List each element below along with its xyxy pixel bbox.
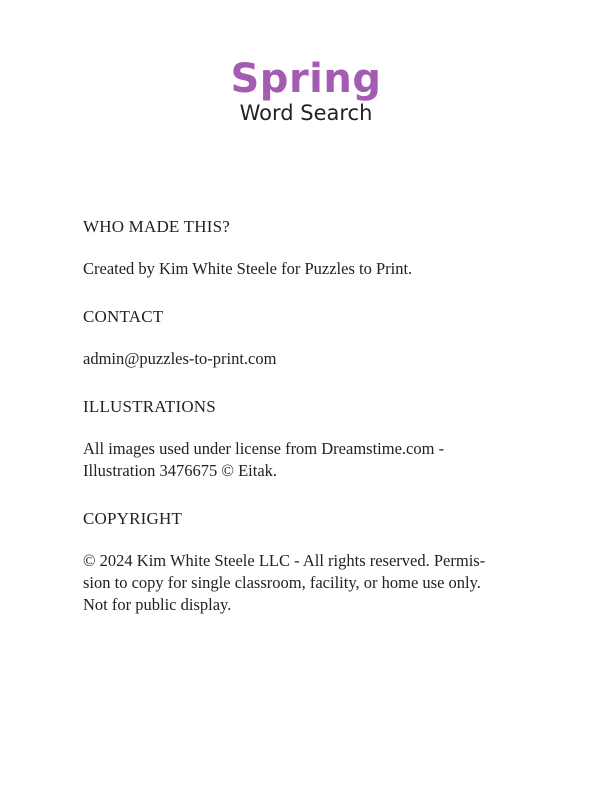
section-body <box>83 550 533 616</box>
section-who-made-this <box>83 216 533 280</box>
section-copyright <box>83 508 533 616</box>
body-line: Created by Kim White Steele for Puzzles to Print. <box>83 259 413 278</box>
contact-email: admin@puzzles-to-print.com <box>83 349 277 368</box>
section-body <box>83 348 533 370</box>
body-line: Not for public display. <box>83 595 232 614</box>
section-heading: ILLUSTRATIONS <box>83 397 216 416</box>
body-line: All images used under license from Dreamstime.com - <box>83 439 445 458</box>
body-line: sion to copy for single classroom, facility, or home use only. <box>83 573 481 592</box>
section-contact <box>83 306 533 370</box>
title-block <box>0 54 612 126</box>
page-subtitle: Word Search <box>239 101 373 125</box>
body-line: © 2024 Kim White Steele LLC - All rights reserved. Permis- <box>83 551 486 570</box>
page-title: Spring <box>230 56 382 102</box>
section-body <box>83 438 533 482</box>
section-heading: COPYRIGHT <box>83 509 183 528</box>
section-body <box>83 258 533 280</box>
section-illustrations <box>83 396 533 482</box>
credits-content <box>83 216 533 642</box>
section-heading: CONTACT <box>83 307 164 326</box>
body-line: Illustration 3476675 © Eitak. <box>83 461 278 480</box>
section-heading: WHO MADE THIS? <box>83 217 230 236</box>
